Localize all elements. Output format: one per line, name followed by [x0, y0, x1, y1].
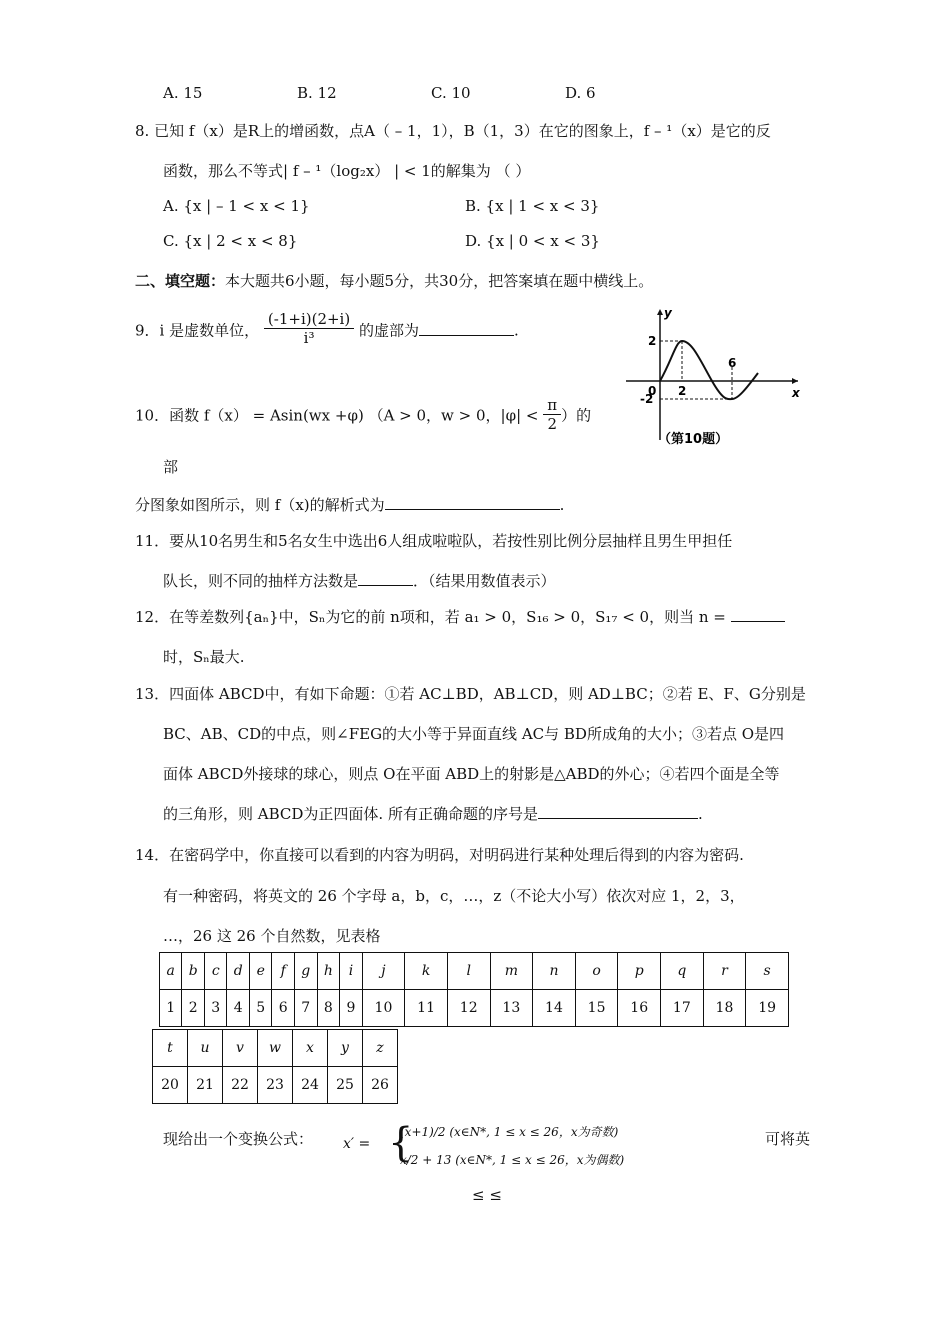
q14-line3: …，26 这 26 个自然数，见表格: [163, 927, 381, 945]
q9-answer-blank[interactable]: [419, 321, 514, 336]
number-cell: 6: [272, 990, 294, 1027]
number-cell: 15: [575, 990, 618, 1027]
q13-line2: BC、AB、CD的中点，则∠FEG的大小等于异面直线 AC与 BD所成角的大小；③若点 O是四: [163, 725, 785, 743]
letter-cell: r: [703, 953, 746, 990]
q9-end: .: [514, 321, 519, 340]
q14-formula-lhs: x′ =: [343, 1136, 371, 1152]
number-cell: 22: [223, 1067, 258, 1104]
letter-cell: a: [160, 953, 182, 990]
q14-formula-prefix: 现给出一个变换公式：: [163, 1130, 314, 1148]
q11-line2: [163, 570, 556, 591]
letter-cell: s: [746, 953, 789, 990]
letter-cell: j: [362, 953, 405, 990]
letter-number-table-1: [159, 952, 789, 1027]
number-cell: 26: [363, 1067, 398, 1104]
q12-line2: 时，Sₙ最大.: [163, 648, 245, 666]
letter-cell: g: [294, 953, 317, 990]
letter-cell: o: [575, 953, 618, 990]
table2-number-row: [153, 1067, 398, 1104]
letter-cell: w: [258, 1030, 293, 1067]
number-cell: 8: [317, 990, 340, 1027]
letter-cell: z: [363, 1030, 398, 1067]
table1-number-row: [160, 990, 789, 1027]
graph-caption: （第10题）: [658, 432, 729, 447]
section2-desc: 本大题共6小题，每小题5分，共30分，把答案填在题中横线上。: [225, 272, 654, 290]
q10-line2-text: 分图象如图所示，则 f（x)的解析式为: [135, 496, 385, 514]
number-cell: 19: [746, 990, 789, 1027]
q12-line1: [135, 606, 785, 627]
number-cell: 9: [340, 990, 362, 1027]
number-cell: 25: [328, 1067, 363, 1104]
q10-line1: [135, 396, 592, 433]
number-cell: 13: [490, 990, 533, 1027]
q10-suffix: ）的: [561, 406, 592, 425]
graph-origin: 0: [648, 384, 657, 398]
q14-stray-le: ≤ ≤: [472, 1186, 502, 1204]
table2-letter-row: [153, 1030, 398, 1067]
letter-cell: l: [447, 953, 490, 990]
letter-cell: c: [205, 953, 227, 990]
brace-icon: {: [388, 1120, 414, 1166]
q8-option-a: A. {x | – 1 < x < 1}: [163, 197, 310, 215]
letter-cell: x: [293, 1030, 328, 1067]
number-cell: 7: [294, 990, 317, 1027]
number-cell: 4: [227, 990, 250, 1027]
number-cell: 3: [205, 990, 227, 1027]
number-cell: 10: [362, 990, 405, 1027]
graph-y-label: y: [664, 306, 672, 320]
letter-cell: m: [490, 953, 533, 990]
number-cell: 24: [293, 1067, 328, 1104]
q14-formula-suffix: 可将英: [765, 1130, 811, 1148]
q7-option-d: D. 6: [565, 84, 596, 102]
q10-line2: [135, 494, 564, 515]
x-axis-arrow-icon: [792, 378, 798, 384]
number-cell: 14: [533, 990, 576, 1027]
q10-end: .: [559, 496, 565, 514]
q12-answer-blank[interactable]: [731, 607, 785, 622]
q13-answer-blank[interactable]: [538, 804, 698, 819]
q10-frac-den: 2: [547, 415, 557, 433]
q14-line1: 14．在密码学中，你直接可以看到的内容为明码，对明码进行某种处理后得到的内容为密码.: [135, 846, 744, 864]
q14-line2: 有一种密码，将英文的 26 个字母 a，b，c，…，z（不论大小写）依次对应 1，2，3，: [163, 887, 745, 905]
q14-formula-case2: x/2 + 13 (x∈N*, 1 ≤ x ≤ 26，x为偶数): [400, 1153, 625, 1167]
letter-cell: b: [182, 953, 205, 990]
number-cell: 16: [618, 990, 661, 1027]
letter-cell: y: [328, 1030, 363, 1067]
q9-fraction: [264, 310, 354, 347]
q14-formula-case1: (x+1)/2 (x∈N*, 1 ≤ x ≤ 26，x为奇数): [400, 1125, 619, 1139]
q13-line3: 面体 ABCD外接球的球心，则点 O在平面 ABD上的射影是△ABD的外心；④若四个面是全等: [163, 765, 780, 783]
q13-line4: [163, 803, 703, 824]
sine-curve: [660, 341, 758, 399]
graph-x-label: x: [792, 386, 800, 400]
q10-sine-graph: [620, 305, 810, 455]
q13-line4a: 的三角形，则 ABCD为正四面体. 所有正确命题的序号是: [163, 805, 538, 823]
q9-numerator: (-1+i)(2+i): [264, 310, 354, 329]
letter-cell: u: [188, 1030, 223, 1067]
letter-cell: v: [223, 1030, 258, 1067]
q7-option-b: B. 12: [297, 84, 337, 102]
q13-line4b: .: [697, 805, 703, 823]
section2-heading: [135, 270, 653, 291]
number-cell: 21: [188, 1067, 223, 1104]
y-axis-arrow-icon: [657, 309, 663, 315]
letter-cell: f: [272, 953, 294, 990]
q10-answer-blank[interactable]: [385, 495, 560, 510]
graph-y-tick-pos: 2: [648, 334, 657, 348]
q10-prefix: 10．函数 f（x） = Asin(wx +φ) （A > 0，w > 0，|φ| <: [135, 406, 539, 425]
q9-suffix: 的虚部为: [358, 321, 419, 340]
number-cell: 5: [250, 990, 272, 1027]
letter-cell: q: [661, 953, 704, 990]
q9-prefix: 9．i 是虚数单位，: [135, 321, 260, 340]
number-cell: 11: [405, 990, 448, 1027]
number-cell: 1: [160, 990, 182, 1027]
q8-line2: 函数，那么不等式| f – ¹（log₂x） | < 1的解集为 （ ）: [163, 162, 531, 180]
number-cell: 12: [447, 990, 490, 1027]
section2-title: 二、填空题：: [135, 272, 226, 290]
q7-option-a: A. 15: [163, 84, 203, 102]
q10-fraction: [543, 396, 561, 433]
q11-line1: 11．要从10名男生和5名女生中选出6人组成啦啦队，若按性别比例分层抽样且男生甲担任: [135, 532, 733, 550]
letter-cell: e: [250, 953, 272, 990]
q7-option-c: C. 10: [431, 84, 471, 102]
letter-cell: d: [227, 953, 250, 990]
q10-bu: 部: [163, 458, 179, 476]
q8-option-b: B. {x | 1 < x < 3}: [465, 197, 600, 215]
number-cell: 20: [153, 1067, 188, 1104]
q8-option-c: C. {x | 2 < x < 8}: [163, 232, 298, 250]
letter-cell: n: [533, 953, 576, 990]
number-cell: 2: [182, 990, 205, 1027]
letter-cell: i: [340, 953, 362, 990]
q9: [135, 310, 519, 347]
q9-denominator: i³: [303, 329, 315, 347]
graph-x-tick-6: 6: [728, 356, 737, 370]
number-cell: 17: [661, 990, 704, 1027]
q13-line1: 13．四面体 ABCD中，有如下命题：①若 AC⊥BD，AB⊥CD，则 AD⊥BC；②若 E、F、G分别是: [135, 685, 806, 703]
q11-answer-blank[interactable]: [358, 571, 413, 586]
letter-cell: k: [405, 953, 448, 990]
graph-x-tick-2: 2: [678, 384, 687, 398]
q10-frac-num: π: [543, 396, 561, 415]
q12-line1-text: 12．在等差数列{aₙ}中，Sₙ为它的前 n项和，若 a₁ > 0，S₁₆ > 0，S₁₇ < 0，则当 n =: [135, 608, 726, 626]
number-cell: 18: [703, 990, 746, 1027]
q8-line1: 8. 已知 f（x）是R上的增函数，点A（ – 1，1），B（1，3）在它的图象上，f – ¹（x）是它的反: [135, 122, 771, 140]
q11-line2a: 队长，则不同的抽样方法数是: [163, 572, 359, 590]
table1-letter-row: [160, 953, 789, 990]
letter-cell: p: [618, 953, 661, 990]
number-cell: 23: [258, 1067, 293, 1104]
q8-option-d: D. {x | 0 < x < 3}: [465, 232, 600, 250]
letter-number-table-2: [152, 1029, 398, 1104]
q11-line2b: ．（结果用数值表示）: [413, 572, 556, 590]
letter-cell: h: [317, 953, 340, 990]
graph-y-tick-neg: -2: [640, 392, 654, 406]
letter-cell: t: [153, 1030, 188, 1067]
